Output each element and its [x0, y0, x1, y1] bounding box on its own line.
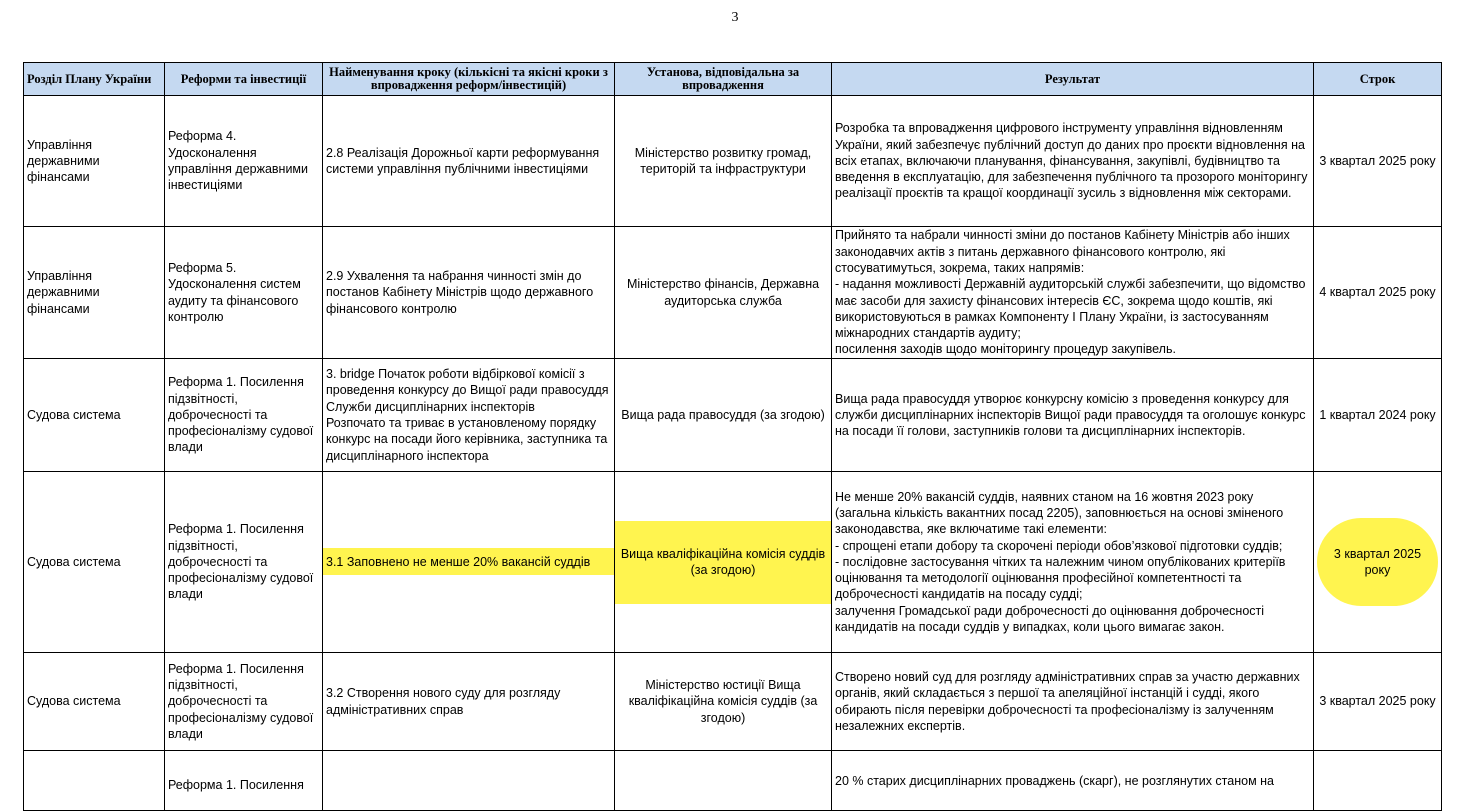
cell-deadline: 1 квартал 2024 року [1314, 359, 1442, 472]
header-step: Найменування кроку (кількісні та якісні кроки з впровадження реформ/інвестицій) [323, 63, 615, 96]
page-number: 3 [731, 10, 739, 25]
cell-step: 3. bridge Початок роботи відбіркової комісії з проведення конкурсу до Вищої ради правосуддя Служби дисциплінарних інспекторів Розпочато та триває в установленому порядку конкурс на посади його керівника, заступника та дисциплінарного інспектора [323, 359, 615, 472]
cell-institution: Вища рада правосуддя (за згодою) [615, 359, 832, 472]
cell-reform: Реформа 1. Посилення підзвітності, доброчесності та професіоналізму судової влади [165, 472, 323, 653]
cell-section [24, 751, 165, 811]
cell-deadline-highlighted [1314, 472, 1442, 653]
cell-institution: Міністерство розвитку громад, територій та інфраструктури [615, 96, 832, 227]
header-institution: Установа, відповідальна за впровадження [615, 63, 832, 96]
cell-result: Розробка та впровадження цифрового інструменту управління відновленням України, який забезпечує публічний доступ до даних про проєкти відновлення на всіх етапах, включаючи планування, фінансування, закупівлі, будівництво та введення в експлуатацію, для забезпечення публічного та прозорого моніторингу реалізації проєктів та кращої координації зусиль з відновлення між секторами. [832, 96, 1314, 227]
cell-result: Вища рада правосуддя утворює конкурсну комісію з проведення конкурсу для служби дисциплінарних інспекторів Вищої ради правосуддя та оголошує конкурс на посади її голови, заступників голови та дисциплінарних інспекторів. [832, 359, 1314, 472]
cell-deadline [1314, 751, 1442, 811]
cell-reform: Реформа 1. Посилення підзвітності, доброчесності та професіоналізму судової влади [165, 653, 323, 751]
deadline-highlight: 3 квартал 2025 року [1317, 518, 1438, 607]
header-result: Результат [832, 63, 1314, 96]
table-header-row [24, 63, 1442, 96]
cell-section: Судова система [24, 653, 165, 751]
cell-institution-highlighted [615, 472, 832, 653]
cell-section: Управління державними фінансами [24, 227, 165, 359]
cell-section: Судова система [24, 359, 165, 472]
institution-text: Вища кваліфікаційна комісія суддів (за згодою) [620, 546, 826, 577]
cell-deadline: 3 квартал 2025 року [1314, 653, 1442, 751]
cell-result: 20 % старих дисциплінарних проваджень (скарг), не розглянутих станом на [832, 751, 1314, 811]
cell-institution: Міністерство юстиції Вища кваліфікаційна комісія суддів (за згодою) [615, 653, 832, 751]
cell-institution [615, 751, 832, 811]
cell-institution: Міністерство фінансів, Державна аудиторська служба [615, 227, 832, 359]
header-section: Розділ Плану України [24, 63, 165, 96]
cell-reform: Реформа 4. Удосконалення управління державними інвестиціями [165, 96, 323, 227]
cell-reform: Реформа 1. Посилення [165, 751, 323, 811]
cell-result: Прийнято та набрали чинності зміни до постанов Кабінету Міністрів або інших законодавчих актів з питань державного фінансового контролю, які стосуватимуться, зокрема, таких напрямів: - надання можливості Державній аудиторській службі забезпечити, що відомство має засоби для захисту фінансових інтересів ЄС, зокрема щодо коштів, які використовуються в рамках Компоненту І Плану України, із застосуванням міжнародних стандартів аудиту; посилення заходів щодо моніторингу процедур закупівель. [832, 227, 1314, 359]
cell-deadline: 4 квартал 2025 року [1314, 227, 1442, 359]
table-row [24, 359, 1442, 472]
plan-table [23, 62, 1442, 811]
cell-section: Управління державними фінансами [24, 96, 165, 227]
cell-step-highlighted: 3.1 Заповнено не менше 20% вакансій суддів [323, 472, 615, 653]
cell-deadline: 3 квартал 2025 року [1314, 96, 1442, 227]
header-reforms: Реформи та інвестиції [165, 63, 323, 96]
cell-section: Судова система [24, 472, 165, 653]
cell-result: Створено новий суд для розгляду адміністративних справ за участю державних органів, який складається з першої та апеляційної інстанцій і судді, якого обирають після перевірки доброчесності та професіоналізму із залученням незалежних експертів. [832, 653, 1314, 751]
cell-reform: Реформа 1. Посилення підзвітності, доброчесності та професіоналізму судової влади [165, 359, 323, 472]
cell-reform: Реформа 5. Удосконалення систем аудиту та фінансового контролю [165, 227, 323, 359]
table-row [24, 653, 1442, 751]
header-deadline: Строк [1314, 63, 1442, 96]
table-row [24, 96, 1442, 227]
cell-step [323, 751, 615, 811]
table-row [24, 472, 1442, 653]
cell-step: 2.9 Ухвалення та набрання чинності змін до постанов Кабінету Міністрів щодо державного фінансового контролю [323, 227, 615, 359]
table-row [24, 751, 1442, 811]
cell-result: Не менше 20% вакансій суддів, наявних станом на 16 жовтня 2023 року (загальна кількість вакантних посад 2205), заповнюється на основі зміненого законодавства, яке включатиме такі елементи: - спрощені етапи добору та скорочені періоди обов’язкової підготовки суддів; - послідовне застосування чітких та належним чином опублікованих критеріїв оцінювання та методології оцінювання професійної компетентності та доброчесності кандидатів на посаду судді; залучення Громадської ради доброчесності до оцінювання доброчесності кандидатів на посади суддів у випадках, коли цього вимагає закон. [832, 472, 1314, 653]
table-row [24, 227, 1442, 359]
cell-step: 3.2 Створення нового суду для розгляду адміністративних справ [323, 653, 615, 751]
cell-step: 2.8 Реалізація Дорожньої карти реформування системи управління публічними інвестиціями [323, 96, 615, 227]
